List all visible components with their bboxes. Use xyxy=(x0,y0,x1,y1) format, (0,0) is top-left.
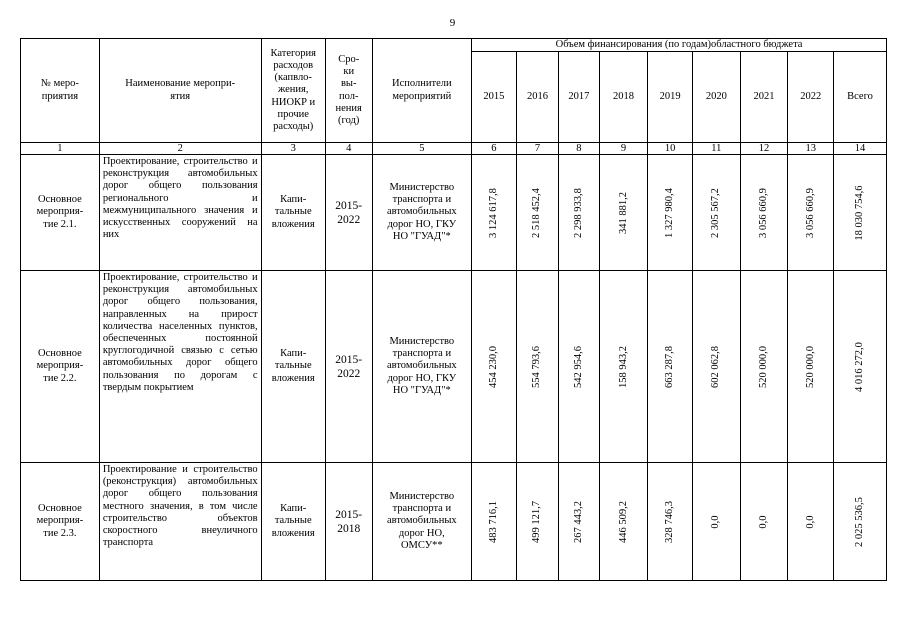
value-2015: 483 716,1 xyxy=(487,500,499,543)
value-cell xyxy=(648,463,693,581)
value-cell xyxy=(472,463,517,581)
column-number: 10 xyxy=(648,143,693,155)
value-cell xyxy=(559,155,599,271)
value-cell xyxy=(559,271,599,463)
value-2019: 328 746,3 xyxy=(664,500,676,543)
executors: Министерство транспорта и автомобильных дорог НО, ОМСУ** xyxy=(372,463,472,581)
column-number: 12 xyxy=(740,143,788,155)
value-2019: 663 287,8 xyxy=(664,345,676,388)
measure-number: Основное мероприя- тие 2.3. xyxy=(21,463,100,581)
header-year: 2021 xyxy=(740,52,788,143)
page-number: 9 xyxy=(449,17,456,29)
header-year: 2019 xyxy=(648,52,693,143)
column-number: 11 xyxy=(692,143,740,155)
value-2016: 499 121,7 xyxy=(531,500,543,543)
header-col-category: Категория расходов (капвло- жения, НИОКР и прочие расходы) xyxy=(261,39,325,143)
header-row-top xyxy=(21,39,887,52)
header-year: 2022 xyxy=(788,52,834,143)
column-number: 8 xyxy=(559,143,599,155)
column-number: 1 xyxy=(21,143,100,155)
value-cell xyxy=(788,271,834,463)
execution-term: 2015- 2022 xyxy=(325,155,372,271)
measure-name: Проектирование и строительство (реконструкция) автомобильных дорог общего пользования местного значения, в том числе строительство объектов скоростного внеуличного транспорта xyxy=(99,463,261,581)
table-row xyxy=(21,271,887,463)
value-2018: 341 881,2 xyxy=(617,191,629,234)
table-row xyxy=(21,155,887,271)
header-year: 2016 xyxy=(516,52,559,143)
value-2021: 520 000,0 xyxy=(757,345,769,388)
value-2018: 158 943,2 xyxy=(617,345,629,388)
value-2015: 3 124 617,8 xyxy=(487,187,499,238)
header-col-executors: Исполнители мероприятий xyxy=(372,39,472,143)
column-number: 14 xyxy=(834,143,887,155)
execution-term: 2015- 2022 xyxy=(325,271,372,463)
header-col-name: Наименование меропри- ятия xyxy=(99,39,261,143)
value-cell xyxy=(788,155,834,271)
value-cell xyxy=(648,271,693,463)
value-cell xyxy=(472,155,517,271)
financing-table xyxy=(20,38,887,581)
column-number: 2 xyxy=(99,143,261,155)
value-cell xyxy=(834,155,887,271)
measure-number: Основное мероприя- тие 2.2. xyxy=(21,271,100,463)
value-cell xyxy=(740,271,788,463)
value-2022: 520 000,0 xyxy=(804,345,816,388)
value-cell xyxy=(692,463,740,581)
measure-number: Основное мероприя- тие 2.1. xyxy=(21,155,100,271)
header-col-num: № меро- приятия xyxy=(21,39,100,143)
value-2020: 602 062,8 xyxy=(710,345,722,388)
value-2017: 267 443,2 xyxy=(572,500,584,543)
expense-category: Капи- тальные вложения xyxy=(261,155,325,271)
expense-category: Капи- тальные вложения xyxy=(261,463,325,581)
executors: Министерство транспорта и автомобильных дорог НО, ГКУ НО "ГУАД"* xyxy=(372,271,472,463)
header-total: Всего xyxy=(834,52,887,143)
value-cell xyxy=(692,155,740,271)
value-cell xyxy=(516,155,559,271)
value-cell xyxy=(692,271,740,463)
value-cell xyxy=(740,155,788,271)
column-number: 4 xyxy=(325,143,372,155)
value-cell xyxy=(834,271,887,463)
measure-name: Проектирование, строительство и реконструкция автомобильных дорог общего пользования, направленных на прирост количества населенных пунктов, обеспеченных постоянной круглогодичной связью с сетью автомобильных дорог общего пользования по дорогам с твердым покрытием xyxy=(99,271,261,463)
value-cell xyxy=(516,271,559,463)
value-cell xyxy=(740,463,788,581)
value-2021: 3 056 660,9 xyxy=(757,187,769,238)
header-financing-title: Объем финансирования (по годам)областного бюджета xyxy=(472,39,887,52)
column-number: 7 xyxy=(516,143,559,155)
header-year: 2020 xyxy=(692,52,740,143)
value-cell xyxy=(516,463,559,581)
value-cell xyxy=(648,155,693,271)
value-2022: 3 056 660,9 xyxy=(804,187,816,238)
column-number: 3 xyxy=(261,143,325,155)
value-cell xyxy=(599,271,648,463)
value-2016: 2 518 452,4 xyxy=(531,187,543,238)
value-cell xyxy=(834,463,887,581)
execution-term: 2015- 2018 xyxy=(325,463,372,581)
value-2015: 454 230,0 xyxy=(487,345,499,388)
column-number: 6 xyxy=(472,143,517,155)
value-2019: 1 327 980,4 xyxy=(664,187,676,238)
value-2016: 554 793,6 xyxy=(531,345,543,388)
value-cell xyxy=(559,463,599,581)
column-number: 9 xyxy=(599,143,648,155)
value-2020: 2 305 567,2 xyxy=(710,187,722,238)
value-cell xyxy=(788,463,834,581)
value-2017: 542 954,6 xyxy=(572,345,584,388)
value-cell xyxy=(599,155,648,271)
value-2020: 0,0 xyxy=(710,514,722,529)
value-2018: 446 509,2 xyxy=(617,500,629,543)
header-col-term: Сро- ки вы- пол- нения (год) xyxy=(325,39,372,143)
column-number: 5 xyxy=(372,143,472,155)
expense-category: Капи- тальные вложения xyxy=(261,271,325,463)
column-numbers-row xyxy=(21,143,887,155)
measure-name: Проектирование, строительство и реконструкция автомобильных дорог общего пользования регионального и межмуниципального значения и искусственных сооружений на них xyxy=(99,155,261,271)
header-year: 2018 xyxy=(599,52,648,143)
value-2022: 0,0 xyxy=(804,514,816,529)
column-number: 13 xyxy=(788,143,834,155)
header-year: 2017 xyxy=(559,52,599,143)
value-total: 18 030 754,6 xyxy=(853,184,865,241)
value-cell xyxy=(472,271,517,463)
value-total: 4 016 272,0 xyxy=(853,341,865,392)
header-year: 2015 xyxy=(472,52,517,143)
value-total: 2 025 536,5 xyxy=(853,496,865,547)
value-2017: 2 298 933,8 xyxy=(572,187,584,238)
value-2021: 0,0 xyxy=(757,514,769,529)
table-row xyxy=(21,463,887,581)
value-cell xyxy=(599,463,648,581)
executors: Министерство транспорта и автомобильных дорог НО, ГКУ НО "ГУАД"* xyxy=(372,155,472,271)
